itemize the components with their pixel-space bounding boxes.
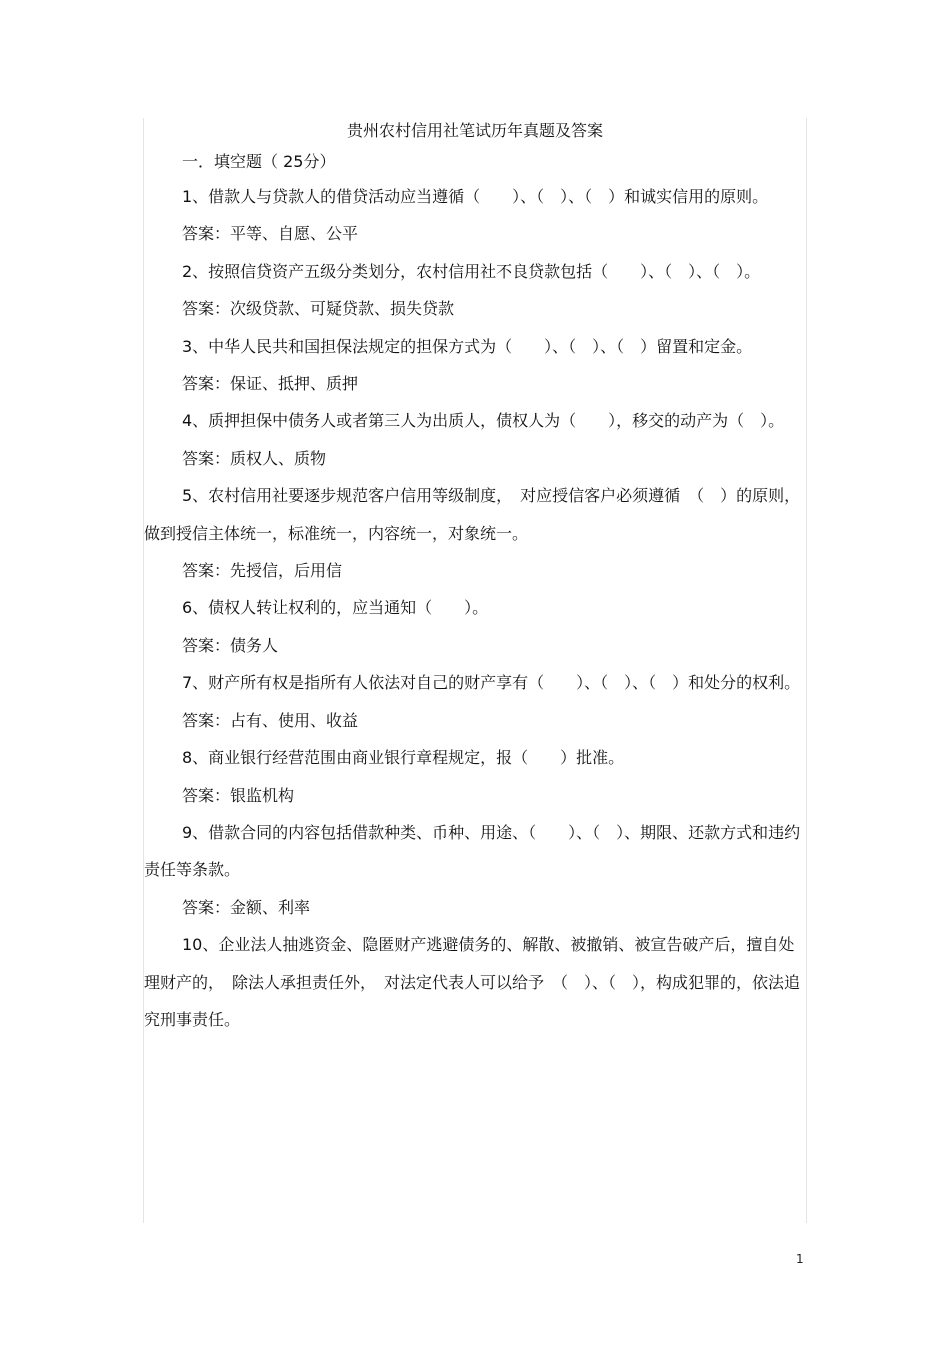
question-5: 5、农村信用社要逐步规范客户信用等级制度， 对应授信客户必须遵循 （ ）的原则，做到授信主体统一，标准统一，内容统一，对象统一。 bbox=[144, 486, 801, 543]
answer-2: 答案：次级贷款、可疑贷款、损失贷款 bbox=[182, 299, 455, 319]
document-title: 贵州农村信用社笔试历年真题及答案 bbox=[346, 121, 603, 140]
question-7: 7、财产所有权是指所有人依法对自己的财产享有（ ）、（ ）、（ ）和处分的权利。 bbox=[182, 673, 801, 693]
question-10: 10、企业法人抽逃资金、隐匿财产逃避债务的、解散、被撤销、被宣告破产后，擅自处理财产的， 除法人承担责任外， 对法定代表人可以给予 （ ）、（ ），构成犯罪的，依法追究刑事责任。 bbox=[144, 935, 801, 1029]
question-8: 8、商业银行经营范围由商业银行章程规定，报（ ）批准。 bbox=[182, 748, 625, 768]
question-2: 2、按照信贷资产五级分类划分，农村信用社不良贷款包括（ ）、（ ）、（ ）。 bbox=[182, 261, 761, 281]
answer-4: 答案：质权人、质物 bbox=[182, 448, 327, 468]
section-heading: 一．填空题（ 25分） bbox=[182, 152, 336, 171]
answer-1: 答案：平等、自愿、公平 bbox=[182, 224, 359, 244]
question-6: 6、债权人转让权利的，应当通知（ ）。 bbox=[182, 598, 489, 618]
answer-3: 答案：保证、抵押、质押 bbox=[182, 374, 359, 394]
answer-9: 答案：金额、利率 bbox=[182, 897, 311, 917]
question-3: 3、中华人民共和国担保法规定的担保方式为（ ）、（ ）、（ ）留置和定金。 bbox=[182, 336, 753, 356]
question-4: 4、质押担保中债务人或者第三人为出质人，债权人为（ ），移交的动产为（ ）。 bbox=[182, 411, 785, 431]
answer-7: 答案：占有、使用、收益 bbox=[182, 710, 359, 730]
document-body bbox=[144, 116, 806, 1038]
question-9: 9、借款合同的内容包括借款种类、币种、用途、（ ）、（ ）、期限、还款方式和违约责任等条款。 bbox=[144, 822, 801, 880]
answer-5: 答案：先授信，后用信 bbox=[182, 561, 343, 581]
page-number: 1 bbox=[796, 1252, 804, 1266]
answer-8: 答案：银监机构 bbox=[182, 785, 295, 805]
question-1: 1、借款人与贷款人的借贷活动应当遵循（ ）、（ ）、（ ）和诚实信用的原则。 bbox=[182, 187, 769, 206]
right-margin-line bbox=[806, 118, 807, 1223]
answer-6: 答案：债务人 bbox=[182, 635, 279, 655]
